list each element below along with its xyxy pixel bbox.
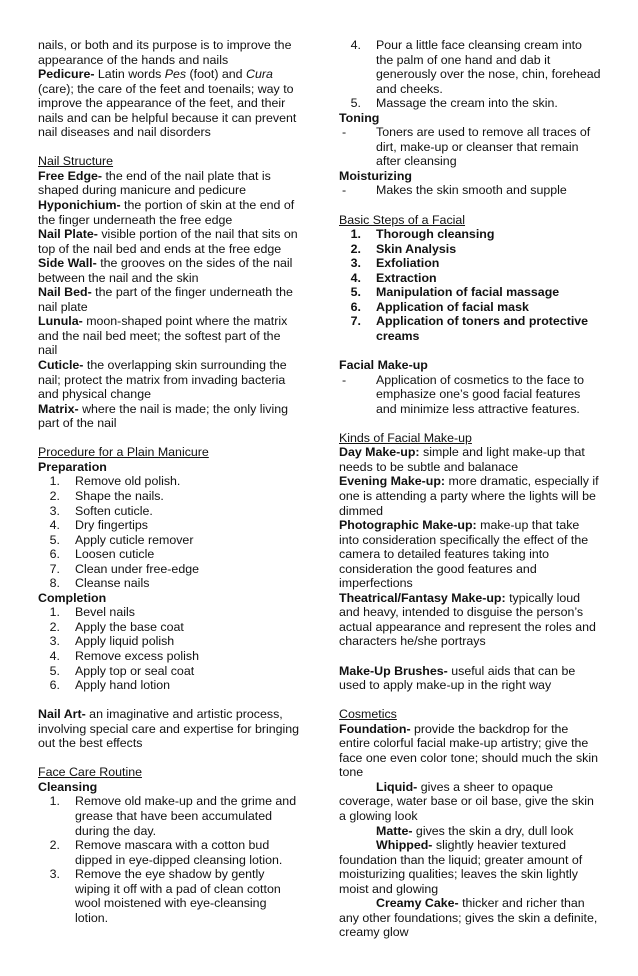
facial-makeup-list: [339, 373, 601, 417]
facial-steps-heading: Basic Steps of a Facial: [339, 212, 466, 227]
definition-text: the overlapping skin surrounding the nail; protect the matrix from invading bacteria and physical change: [38, 358, 287, 402]
list-item: 6. Application of facial mask: [350, 299, 529, 314]
list-item: 2. Apply the base coat: [49, 619, 184, 634]
list-item: - Toners are used to remove all traces of dirt, make-up or cleanser that remain after cleansing: [342, 125, 591, 169]
cleansing-label: Cleansing: [38, 779, 98, 794]
list-item: 6. Loosen cuticle: [49, 547, 155, 562]
list-item: 5. Manipulation of facial massage: [350, 285, 560, 300]
definition-item: [339, 838, 601, 896]
definition-text: the grooves on the sides of the nail between the nail and the skin: [38, 256, 293, 285]
definition-item: [339, 591, 601, 649]
intro-text: nails, or both and its purpose is to improve the appearance of the hands and nails: [38, 38, 292, 67]
completion-label: Completion: [38, 590, 107, 605]
preparation-list: [38, 474, 300, 590]
manicure-heading: Procedure for a Plain Manicure: [38, 445, 209, 460]
definition-term: Theatrical/Fantasy Make-up:: [339, 590, 506, 605]
definition-term: Evening Make-up:: [339, 474, 446, 489]
list-item: 2. Shape the nails.: [49, 488, 164, 503]
list-item: 5. Apply top or seal coat: [49, 663, 195, 678]
definition-term: Make-Up Brushes-: [339, 663, 448, 678]
kinds-heading: Kinds of Facial Make-up: [339, 430, 472, 445]
brushes-entry: [339, 664, 601, 693]
definition-text: thicker and richer than any other foundations; gives the skin a definite, creamy glow: [339, 896, 598, 940]
definition-text: provide the backdrop for the entire colorful facial make-up artistry; give the face one even color tone; should much the skin tone: [339, 721, 598, 780]
list-item: 4. Pour a little face cleansing cream into the palm of one hand and dab it generously over the nose, chin, forehead and cheeks.: [350, 38, 601, 96]
definition-item: [339, 518, 601, 591]
moisturizing-label: Moisturizing: [339, 168, 412, 183]
list-item: 1. Remove old polish.: [49, 474, 181, 489]
definition-item: [339, 445, 601, 474]
left-column: [38, 38, 300, 925]
definition-text: moon-shaped point where the matrix and the nail bed meet; the softest part of the nail: [38, 314, 288, 358]
list-item: 1. Bevel nails: [49, 605, 135, 620]
definition-term: Matrix-: [38, 401, 79, 416]
right-column: [339, 38, 601, 940]
toning-label: Toning: [339, 110, 380, 125]
definition-term: Day Make-up:: [339, 445, 420, 460]
definition-item: [38, 198, 300, 227]
definition-item: [339, 896, 601, 940]
facial-steps-list: [339, 227, 601, 343]
definition-term: Hyponichium-: [38, 198, 121, 213]
list-item: 5. Apply cuticle remover: [49, 532, 194, 547]
definition-text: visible portion of the nail that sits on top of the nail bed and ends at the free edge: [38, 227, 298, 256]
definition-term: Liquid-: [376, 779, 418, 794]
toning-list: [339, 125, 601, 169]
list-item: 4. Remove excess polish: [49, 648, 199, 663]
cleansing-list: [38, 794, 300, 925]
definition-text: where the nail is made; the only living part of the nail: [38, 401, 289, 431]
definition-text: make-up that take into consideration specifically the effect of the camera to detailed features taking into consideration the good features and imperfections: [339, 518, 589, 591]
pedicure-entry: [38, 67, 300, 140]
face-care-heading: Face Care Routine: [38, 765, 142, 780]
definition-term: Nail Art-: [38, 707, 86, 722]
list-item: 2. Remove mascara with a cotton bud dipped in eye-dipped cleansing lotion.: [49, 838, 283, 867]
definition-item: [38, 285, 300, 314]
definition-text: the end of the nail plate that is shaped during manicure and pedicure: [38, 168, 271, 198]
definition-text: gives the skin a dry, dull look: [412, 823, 574, 838]
list-item: 3. Soften cuticle.: [49, 503, 153, 518]
list-item: 1. Remove old make-up and the grime and grease that have been accumulated during the day.: [49, 794, 297, 838]
definition-term: Matte-: [376, 823, 413, 838]
definition-text: an imaginative and artistic process, involving special care and expertise for bringing out the best effects: [38, 707, 300, 751]
list-item: 2. Skin Analysis: [350, 241, 457, 256]
list-item: 3. Remove the eye shadow by gently wiping it off with a pad of clean cotton wool moistened with eye-cleansing lotion.: [49, 867, 281, 925]
cosmetics-heading: Cosmetics: [339, 707, 397, 722]
definition-item: [38, 169, 300, 198]
definition-item: [339, 780, 601, 824]
definition-item: [339, 474, 601, 518]
definition-text: typically loud and heavy, intended to disguise the person’s actual appearance and represent the roles and characters he/she portrays: [339, 590, 596, 649]
facial-makeup-label: Facial Make-up: [339, 358, 428, 373]
list-item: 5. Massage the cream into the skin.: [350, 96, 558, 111]
definition-term: Lunula-: [38, 314, 83, 329]
nail-structure-list: [38, 169, 300, 431]
definition-term: Nail Bed-: [38, 285, 92, 300]
cura-word: Cura: [246, 67, 273, 82]
pes-word: Pes: [164, 67, 187, 82]
definition-term: Foundation-: [339, 721, 411, 736]
definition-text: the portion of skin at the end of the finger underneath the free edge: [38, 198, 295, 227]
nail-structure-heading: Nail Structure: [38, 154, 114, 169]
definition-text: useful aids that can be used to apply make-up in the right way: [339, 663, 576, 693]
definition-text: slightly heavier textured foundation than the liquid; greater amount of moisturizing qualities; leaves the skin lightly moist and glowing: [339, 838, 583, 896]
definition-text: more dramatic, especially if one is attending a party where the lights will be dimmed: [339, 474, 599, 518]
pedicure-text: Latin words: [94, 67, 165, 82]
definition-term: Free Edge-: [38, 168, 103, 183]
definition-item: [339, 824, 601, 839]
list-item: 7. Clean under free-edge: [49, 561, 199, 576]
pedicure-text: (care); the care of the feet and toenails; way to improve the appearance of the feet, and their nails and can be helpful because it can prevent nail diseases and nail disorders: [38, 81, 297, 140]
preparation-label: Preparation: [38, 459, 107, 474]
foundation-entry: [339, 722, 601, 780]
cleansing-list-continued: [339, 38, 601, 111]
definition-term: Photographic Make-up:: [339, 518, 477, 533]
definition-term: Side Wall-: [38, 256, 97, 271]
moisturizing-list: [339, 183, 601, 198]
list-item: 3. Exfoliation: [350, 256, 440, 271]
list-item: 6. Apply hand lotion: [49, 678, 171, 693]
definition-item: [38, 227, 300, 256]
list-item: 1. Thorough cleansing: [350, 227, 495, 242]
definition-term: Cuticle-: [38, 358, 84, 373]
list-item: - Makes the skin smooth and supple: [342, 183, 567, 198]
pedicure-term: Pedicure-: [38, 67, 95, 82]
list-item: - Application of cosmetics to the face to emphasize one’s good facial features and minimize less attractive features.: [342, 372, 584, 416]
definition-item: [38, 358, 300, 402]
list-item: 3. Apply liquid polish: [49, 634, 175, 649]
list-item: 4. Dry fingertips: [49, 518, 148, 533]
definition-item: [38, 402, 300, 431]
definition-term: Creamy Cake-: [376, 896, 459, 911]
list-item: 7. Application of toners and protective creams: [350, 314, 589, 343]
definition-text: gives a sheer to opaque coverage, water base or oil base, give the skin a glowing look: [339, 779, 594, 823]
definition-text: the part of the finger underneath the nail plate: [38, 285, 293, 314]
definition-term: Nail Plate-: [38, 227, 98, 242]
completion-list: [38, 605, 300, 692]
pedicure-text: (foot) and: [186, 67, 246, 82]
definition-item: [38, 256, 300, 285]
list-item: 4. Extraction: [350, 270, 437, 285]
definition-item: [38, 314, 300, 358]
list-item: 8. Cleanse nails: [49, 576, 150, 591]
nail-art-entry: [38, 707, 300, 751]
definition-term: Whipped-: [376, 838, 433, 853]
definition-text: simple and light make-up that needs to be subtle and balanace: [339, 445, 585, 474]
